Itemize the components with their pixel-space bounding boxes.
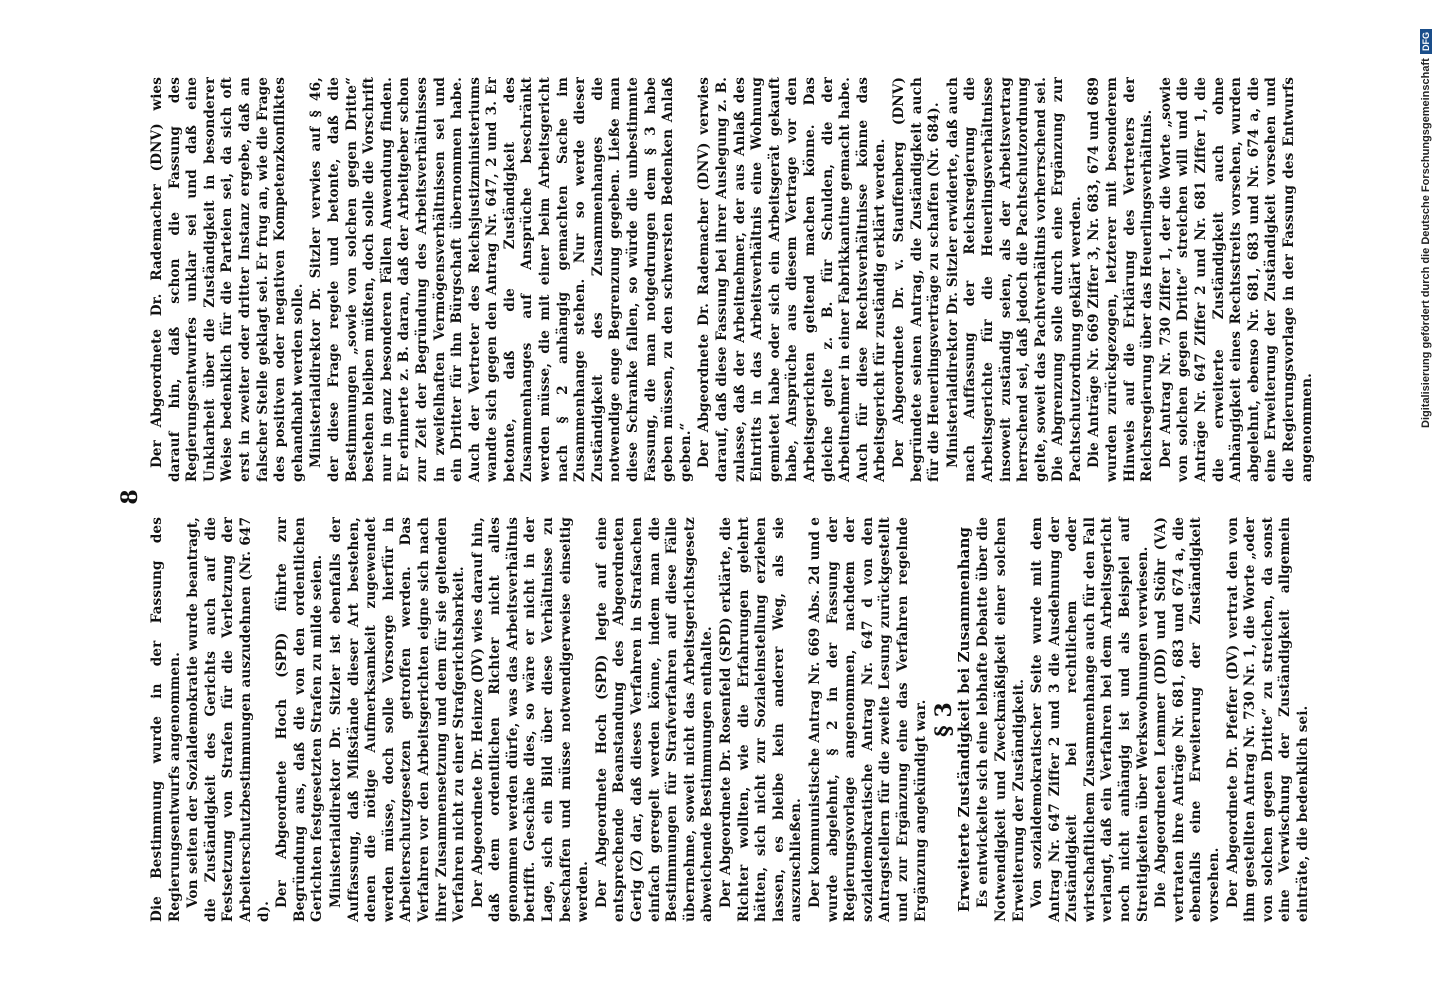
right-column — [149, 77, 1317, 482]
credit-text: Digitalisierung gefördert durch die Deutsche Forschungsgemeinschaft — [1420, 58, 1432, 428]
rotated-document-page — [117, 72, 1317, 922]
paragraph: Die Bestimmung wurde in der Fassung des Regierungsentwurfs angenommen. — [149, 517, 183, 922]
paragraph: Es entwickelte sich eine lebhafte Debatte über die Notwendigkeit und Zweckmäßigkeit einer solchen Erweiterung der Zuständigkeit. — [975, 517, 1027, 922]
dfg-logo: DFG — [1420, 29, 1432, 54]
paragraph: Ministerialdirektor Dr. Sitzler erwiderte, daß auch nach Auffassung der Reichsregierung die Arbeitsgerichte für die Heuerlingsverhältnisse insoweit zuständig seien, als der Arbeitsvertrag herrschend sei, daß jedoch die Pachtschutzordnung gelte, soweit das Pachtverhältnis vorherrschend sei. Die Abgrenzung solle durch eine Ergänzung zur Pachtschutzordnung geklärt werden. — [944, 77, 1084, 482]
paragraph: Der Abgeordnete Dr. Rosenfeld (SPD) erklärte, die Richter wollten, wie die Erfahrungen gelehrt hätten, sich nicht zur Sozialeinstellung erziehen lassen, es bleibe kein anderer Weg, als sie auszuschließen. — [718, 517, 805, 922]
digitization-credit — [1420, 8, 1432, 428]
section-title: Erweiterte Zuständigkeit bei Zusammenhang — [954, 526, 973, 913]
paragraph: Ministerialdirektor Dr. Sitzler verwies auf § 46, der diese Frage regele und betonte, daß die Bestimmungen „sowie von solchen gegen Dritte“ bestehen bleiben müßten, doch solle die Vorschrift nur in ganz besonderen Fällen Anwendung finden. Er erinnerte z. B. daran, daß der Arbeitgeber schon zur Zeit der Begründung des Arbeitsverhältnisses in zweifelhaften Vermögensverhältnissen sei und ein Dritter für ihn Bürgschaft übernommen habe. Auch der Vertreter des Reichsjustizministeriums wandte sich gegen den Antrag Nr. 647, 2 und 3. Er betonte, daß die Zuständigkeit des Zusammenhanges auf Ansprüche beschränkt werden müsse, die mit einer beim Arbeitsgericht nach § 2 anhängig gemachten Sache im Zusammenhange stehen. Nur so werde dieser Zuständigkeit des Zusammenhanges die notwendige enge Begrenzung gegeben. Ließe man diese Schranke fallen, so würde die unbestimmte Fassung, die man notgedrungen dem § 3 habe geben müssen, zu den schwersten Bedenken Anlaß geben.“ — [308, 77, 694, 482]
paragraph: Die Abgeordneten Lemmer (DD) und Stöhr (VA) vertraten ihre Anträge Nr. 681, 683 und 674 a, die ebenfalls eine Erweiterung der Zuständigkeit vorsehen. — [1153, 517, 1223, 922]
paragraph: Der Antrag Nr. 730 Ziffer 1, der die Worte „sowie von solchen gegen Dritte“ streichen will und die Anträge Nr. 647 Ziffer 2 und Nr. 681 Ziffer 1, die die erweiterte Zuständigkeit auch ohne Anhängigkeit eines Rechtsstreits vorsehen, wurden abgelehnt, ebenso Nr. 681, 683 und Nr. 674 a, die eine Erweiterung der Zuständigkeit vorsehen und die Regierungsvorlage in der Fassung des Entwurfs angenommen. — [1157, 77, 1315, 482]
paragraph: Der Abgeordnete Dr. Rademacher (DNV) verwies darauf, daß diese Fassung bei ihrer Auslegung z. B. zulasse, daß der Arbeitnehmer, der aus Anlaß des Eintritts in das Arbeitsverhältnis eine Wohnung gemietet habe oder sich ein Arbeitsgerät gekauft habe, Ansprüche aus diesem Vertrage vor den Arbeitsgerichten geltend machen könne. Das gleiche gelte z. B. für Schulden, die der Arbeitnehmer in einer Fabrikkantine gemacht habe. Auch für diese Rechtsverhältnisse könne das Arbeitsgericht für zuständig erklärt werden. — [696, 77, 889, 482]
left-column — [149, 517, 1314, 922]
paragraph: Der Abgeordnete Hoch (SPD) führte zur Begründung aus, daß die von den ordentlichen Gerichten festgesetzten Strafen zu milde seien. — [274, 517, 326, 922]
paragraph: Von seiten der Sozialdemokratie wurde beantragt, die Zuständigkeit des Gerichts auch auf die Festsetzung von Strafen für die Verletzung der Arbeiterschutzbestimmungen auszudehnen (Nr. 647 d). — [185, 517, 272, 922]
section-heading: § 3 — [931, 702, 958, 737]
paragraph: Von sozialdemokratischer Seite wurde mit dem Antrag Nr. 647 Ziffer 2 und 3 die Ausdehnung der Zuständigkeit bei rechtlichem oder wirtschaftlichem Zusammenhange auch für den Fall verlangt, daß ein Verfahren bei dem Arbeitsgericht noch nicht anhängig ist und als Beispiel auf Streitigkeiten über Werkswohnungen verwiesen. — [1029, 517, 1151, 922]
page-number: 8 — [117, 489, 143, 505]
paragraph: Der Abgeordnete Dr. v. Stauffenberg (DNV) begründete seinen Antrag, die Zuständigkeit auch für die Heuerlingsverträge zu schaffen (Nr. 684). — [890, 77, 943, 482]
paragraph: Der kommunistische Antrag Nr. 669 Abs. 2d und e wurde abgelehnt, § 2 in der Fassung der Regierungsvorlage angenommen, nachdem der sozialdemokratische Antrag Nr. 647 d von den Antragstellern für die zweite Lesung zurückgestellt und zur Ergänzung eine das Verfahren regelnde Ergänzung angekündigt war. — [806, 517, 929, 922]
paragraph: Ministerialdirektor Dr. Sitzler ist ebenfalls der Auffassung, daß Mißstände dieser Art bestehen, denen die nötige Aufmerksamkeit zugewendet werden müsse, doch solle Vorsorge hierfür in Arbeiterschutzgesetzen getroffen werden. Das Verfahren vor den Arbeitsgerichten eigne sich nach ihrer Zusammensetzung und dem für sie geltenden Verfahren nicht zu einer Strafgerichtsbarkeit. — [327, 517, 468, 922]
paragraph: Der Abgeordnete Dr. Heinze (DV) wies darauf hin, daß dem ordentlichen Richter nicht alles genommen werden dürfe, was das Arbeitsverhältnis betrifft. Geschähe dies, so wäre er nicht in der Lage, sich ein Bild über diese Verhältnisse zu beschaffen und müsse notwendigerweise einseitig werden. — [469, 517, 592, 922]
paragraph: Die Anträge Nr. 669 Ziffer 3, Nr. 683, 674 und 689 wurden zurückgezogen, letzterer mit besonderem Hinweis auf die Erklärung des Vertreters der Reichsregierung über das Heuerlingsverhältnis. — [1086, 77, 1156, 482]
paragraph: Der Abgeordnete Dr. Rademacher (DNV) wies darauf hin, daß schon die Fassung des Regierungsentwurfes unklar sei und daß eine Unklarheit über die Zuständigkeit in besonderer Weise bedenklich für die Parteien sei, da sich oft erst in zweiter oder dritter Instanz ergebe, daß an falscher Stelle geklagt sei. Er frug an, wie die Frage des positiven oder negativen Kompetenzkonfliktes gehandhabt werden solle. — [149, 77, 306, 482]
paragraph: Der Abgeordnete Hoch (SPD) legte auf eine entsprechende Beanstandung des Abgeordneten Gerig (Z) dar, daß dieses Verfahren in Strafsachen einfach geregelt werden könne, indem man die Bestimmungen für Strafverfahren auf diese Fälle übernehme, soweit nicht das Arbeitsgerichtsgesetz abweichende Bestimmungen enthalte. — [593, 517, 716, 922]
paragraph: Der Abgeordnete Dr. Pfeffer (DV) vertrat den von ihm gestellten Antrag Nr. 730 Nr. 1, die Worte „oder von solchen gegen Dritte“ zu streichen, da sonst eine Verwischung der Zuständigkeit allgemein einträte, die bedenklich sei. — [1224, 517, 1311, 922]
